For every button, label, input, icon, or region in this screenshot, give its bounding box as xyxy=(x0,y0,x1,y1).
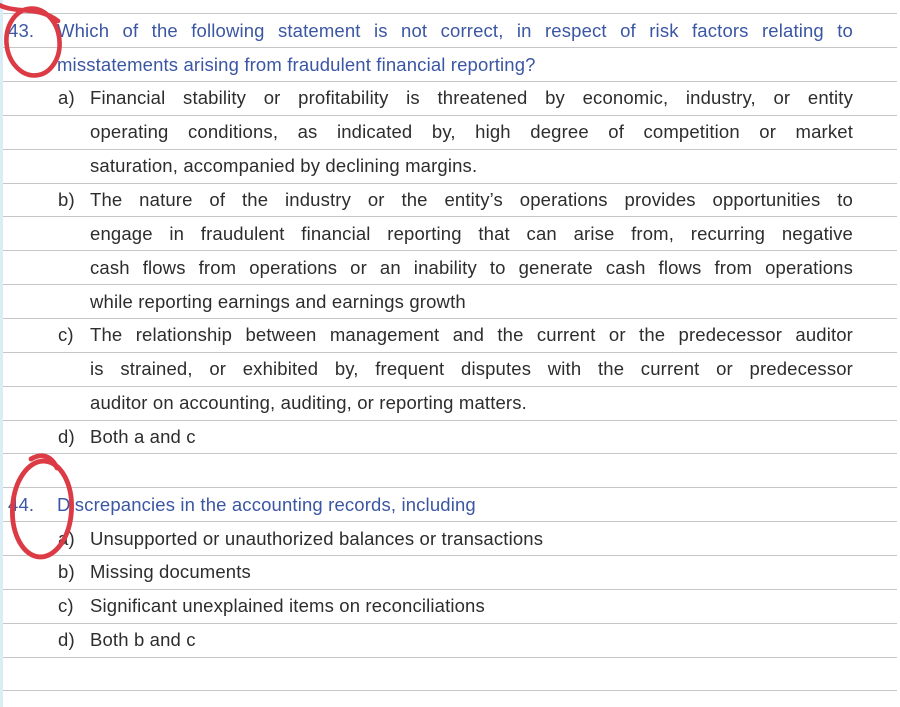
option-text-line: The nature of the industry or the entity’s operations provides opportunities to xyxy=(90,189,853,211)
option-row xyxy=(3,387,897,421)
option-text-line: cash flows from operations or an inability to generate cash flows from operations xyxy=(90,256,853,278)
ruled-sheet xyxy=(3,0,897,691)
option-text-line: The relationship between management and the current or the predecessor auditor xyxy=(90,324,853,346)
option-text-line: saturation, accompanied by declining margins. xyxy=(90,155,478,177)
option-row xyxy=(3,150,897,184)
option-letter: c) xyxy=(58,324,74,346)
question-text-line: misstatements arising from fraudulent financial reporting? xyxy=(57,53,536,75)
question-row xyxy=(3,488,897,522)
option-row xyxy=(3,556,897,590)
option-row xyxy=(3,590,897,624)
option-row xyxy=(3,624,897,658)
option-text-line: Financial stability or profitability is threatened by economic, industry, or entity xyxy=(90,87,853,109)
option-letter: d) xyxy=(58,629,75,651)
option-letter: d) xyxy=(58,426,75,448)
option-row xyxy=(3,319,897,353)
option-row xyxy=(3,353,897,387)
option-row xyxy=(3,251,897,285)
option-row xyxy=(3,48,897,82)
option-text-line: Significant unexplained items on reconciliations xyxy=(90,595,485,617)
question-row xyxy=(3,14,897,48)
option-row xyxy=(3,285,897,319)
option-row xyxy=(3,184,897,218)
option-text-line: Both a and c xyxy=(90,426,196,448)
top-margin-row xyxy=(3,0,897,14)
question-text-line: Which of the following statement is not correct, in respect of risk factors relating to xyxy=(57,19,853,41)
blank-row xyxy=(3,658,897,692)
option-row xyxy=(3,116,897,150)
option-row xyxy=(3,421,897,455)
option-row xyxy=(3,217,897,251)
option-text-line: Unsupported or unauthorized balances or transactions xyxy=(90,527,544,549)
option-row xyxy=(3,82,897,116)
option-text-line: Missing documents xyxy=(90,561,251,583)
question-number: 44. xyxy=(8,493,35,515)
blank-row xyxy=(3,454,897,488)
option-text-line: Both b and c xyxy=(90,629,196,651)
option-text-line: engage in fraudulent financial reporting that can arise from, recurring negative xyxy=(90,222,853,244)
question-text-line: Discrepancies in the accounting records, including xyxy=(57,493,476,515)
option-letter: c) xyxy=(58,595,74,617)
option-text-line: is strained, or exhibited by, frequent disputes with the current or predecessor xyxy=(90,358,853,380)
option-letter: b) xyxy=(58,189,75,211)
option-text-line: operating conditions, as indicated by, high degree of competition or market xyxy=(90,121,853,143)
option-text-line: while reporting earnings and earnings growth xyxy=(90,290,466,312)
option-text-line: auditor on accounting, auditing, or reporting matters. xyxy=(90,392,527,414)
question-number: 43. xyxy=(8,19,35,41)
option-letter: b) xyxy=(58,561,75,583)
option-letter: a) xyxy=(58,527,75,549)
option-letter: a) xyxy=(58,87,75,109)
option-row xyxy=(3,522,897,556)
